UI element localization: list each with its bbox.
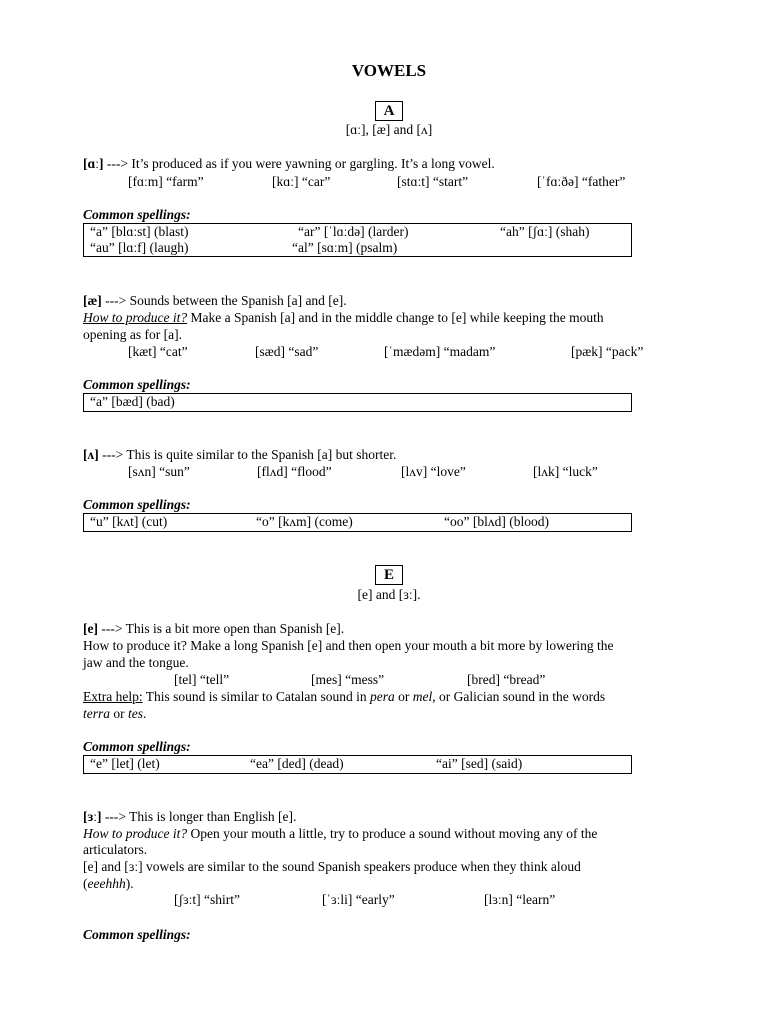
uh-spellings-box bbox=[83, 513, 632, 532]
uh-example: [flʌd] “flood” bbox=[257, 464, 332, 479]
ae-how-line2: opening as for [a]. bbox=[83, 327, 182, 342]
spelling-item: “o” [kʌm] (come) bbox=[256, 514, 353, 529]
e-symbol: [e] bbox=[83, 621, 98, 636]
section-a-subtitle: [ɑː], [æ] and [ʌ] bbox=[345, 122, 433, 137]
ae-example: [kæt] “cat” bbox=[128, 344, 188, 359]
spelling-item: “u” [kʌt] (cut) bbox=[90, 514, 168, 529]
er-note-line2 bbox=[83, 876, 134, 892]
page-title: VOWELS bbox=[351, 61, 427, 80]
spelling-item: “a” [bæd] (bad) bbox=[90, 394, 175, 409]
er-how-line2: articulators. bbox=[83, 842, 148, 857]
er-symbol: [ɜː] bbox=[83, 809, 102, 824]
e-how-line2: jaw and the tongue. bbox=[83, 655, 189, 670]
uh-example: [lʌv] “love” bbox=[401, 464, 466, 479]
er-how-line1 bbox=[83, 826, 597, 842]
spelling-item: “au” [lɑːf] (laugh) bbox=[90, 240, 189, 255]
aa-example: [stɑːt] “start” bbox=[397, 174, 469, 189]
uh-description: ---> This is quite similar to the Spanish [a] but shorter. bbox=[98, 447, 397, 462]
spelling-item: “oo” [blʌd] (blood) bbox=[444, 514, 549, 529]
aa-example: [ˈfɑːðə] “father” bbox=[537, 174, 626, 189]
e-extra-help-line1 bbox=[83, 689, 605, 705]
e-extra-word: terra bbox=[83, 706, 110, 721]
e-description: ---> This is a bit more open than Spanish [e]. bbox=[97, 621, 345, 636]
section-e-subtitle: [e] and [ɜː]. bbox=[357, 587, 421, 602]
er-note-italic: eeehhh bbox=[87, 876, 126, 891]
spelling-item: “ai” [sed] (said) bbox=[436, 756, 523, 771]
er-description: ---> This is longer than English [e]. bbox=[101, 809, 297, 824]
aa-example: [kɑː] “car” bbox=[272, 174, 331, 189]
e-extra-word: tes bbox=[128, 706, 143, 721]
er-heading bbox=[83, 809, 296, 825]
spelling-item: “ar” [ˈlɑːdə] (larder) bbox=[298, 224, 409, 239]
spelling-item: “a” [blɑːst] (blast) bbox=[90, 224, 189, 239]
section-letter-a: A bbox=[375, 101, 403, 121]
uh-example: [lʌk] “luck” bbox=[533, 464, 598, 479]
ae-how-line1 bbox=[83, 310, 604, 326]
aa-heading bbox=[83, 156, 495, 172]
uh-heading bbox=[83, 447, 396, 463]
aa-example: [fɑːm] “farm” bbox=[128, 174, 204, 189]
ae-spellings-label: Common spellings: bbox=[83, 377, 191, 392]
e-example: [bred] “bread” bbox=[467, 672, 546, 687]
er-note-line1: [e] and [ɜː] vowels are similar to the sound Spanish speakers produce when they think aloud bbox=[83, 859, 581, 874]
e-extra-label: Extra help: bbox=[83, 689, 143, 704]
aa-description: ---> It’s produced as if you were yawning or gargling. It’s a long vowel. bbox=[103, 156, 495, 171]
e-spellings-box bbox=[83, 755, 632, 774]
er-how-text: Open your mouth a little, try to produce a sound without moving any of the bbox=[187, 826, 598, 841]
e-example: [tel] “tell” bbox=[174, 672, 230, 687]
spelling-item: “ea” [ded] (dead) bbox=[250, 756, 344, 771]
uh-symbol: [ʌ] bbox=[83, 447, 99, 462]
e-example: [mes] “mess” bbox=[311, 672, 385, 687]
ae-symbol: [æ] bbox=[83, 293, 102, 308]
e-extra-help-line2 bbox=[83, 706, 146, 722]
er-spellings-label: Common spellings: bbox=[83, 927, 191, 942]
uh-example: [sʌn] “sun” bbox=[128, 464, 190, 479]
e-how-line1: How to produce it? Make a long Spanish [e] and then open your mouth a bit more by lowering the bbox=[83, 638, 614, 653]
e-heading bbox=[83, 621, 344, 637]
e-extra-text: , or Galician sound in the words bbox=[432, 689, 606, 704]
section-letter-e: E bbox=[375, 565, 403, 585]
aa-symbol: [ɑː] bbox=[83, 156, 104, 171]
uh-spellings-label: Common spellings: bbox=[83, 497, 191, 512]
e-extra-text: or bbox=[394, 689, 413, 704]
ae-how-label: How to produce it? bbox=[83, 310, 188, 325]
er-note-text: ( bbox=[83, 876, 88, 891]
e-extra-word: mel bbox=[412, 689, 433, 704]
ae-how-text: Make a Spanish [a] and in the middle change to [e] while keeping the mouth bbox=[187, 310, 604, 325]
e-extra-text: This sound is similar to Catalan sound in bbox=[142, 689, 370, 704]
ae-description: ---> Sounds between the Spanish [a] and [e]. bbox=[101, 293, 347, 308]
ae-heading bbox=[83, 293, 347, 309]
e-spellings-label: Common spellings: bbox=[83, 739, 191, 754]
er-example: [lɜːn] “learn” bbox=[484, 892, 556, 907]
ae-example: [sæd] “sad” bbox=[255, 344, 319, 359]
e-extra-text: . bbox=[143, 706, 147, 721]
spelling-item: “ah” [ʃɑː] (shah) bbox=[500, 224, 590, 239]
spelling-item: “e” [let] (let) bbox=[90, 756, 160, 771]
er-example: [ʃɜːt] “shirt” bbox=[174, 892, 241, 907]
ae-example: [pæk] “pack” bbox=[571, 344, 644, 359]
er-how-label: How to produce it? bbox=[83, 826, 188, 841]
e-extra-text: or bbox=[110, 706, 128, 721]
aa-spellings-label: Common spellings: bbox=[83, 207, 191, 222]
er-note-text: ). bbox=[125, 876, 134, 891]
ae-spellings-box bbox=[83, 393, 632, 412]
aa-spellings-box bbox=[83, 223, 632, 257]
spelling-item: “al” [sɑːm] (psalm) bbox=[292, 240, 398, 255]
er-example: [ˈɜːli] “early” bbox=[322, 892, 395, 907]
ae-example: [ˈmædəm] “madam” bbox=[384, 344, 496, 359]
e-extra-word: pera bbox=[369, 689, 395, 704]
